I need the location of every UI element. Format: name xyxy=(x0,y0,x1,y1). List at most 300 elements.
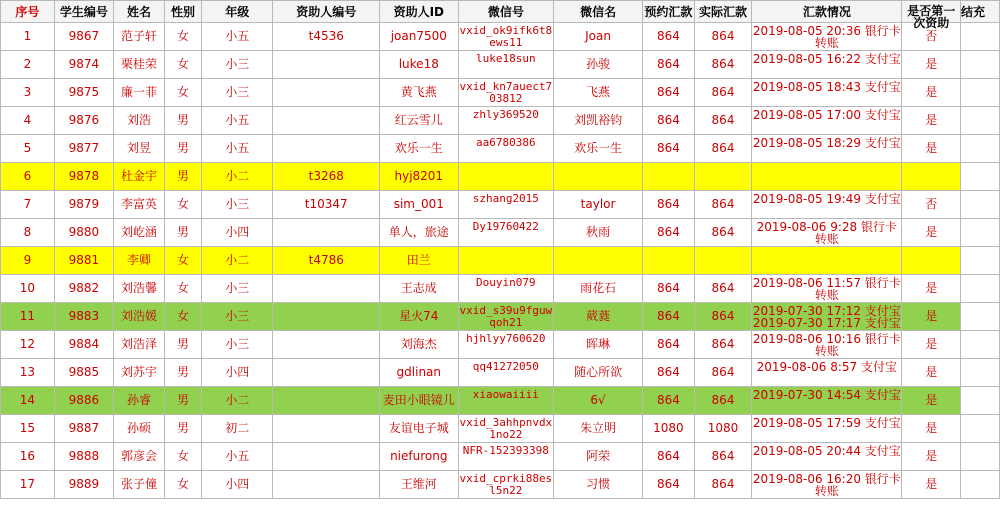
cell-remittance[interactable] xyxy=(752,107,902,135)
cell-no[interactable] xyxy=(1,191,55,219)
cell-extra[interactable] xyxy=(960,247,999,275)
cell-first-time[interactable] xyxy=(902,331,961,359)
cell-planned[interactable] xyxy=(643,471,695,499)
cell-wechat-name-text: 随心所欲 xyxy=(574,365,623,379)
cell-student-id[interactable] xyxy=(54,331,113,359)
cell-student-id[interactable] xyxy=(54,163,113,191)
cell-planned[interactable] xyxy=(643,51,695,79)
col-header-sponsor-no[interactable]: 资助人编号 xyxy=(273,1,380,23)
cell-sponsor-id-text: 王维河 xyxy=(400,477,437,491)
cell-extra[interactable] xyxy=(960,331,999,359)
cell-sex[interactable] xyxy=(164,79,201,107)
cell-sex[interactable] xyxy=(164,247,201,275)
cell-actual-text: 864 xyxy=(711,225,735,239)
cell-no[interactable] xyxy=(1,23,55,51)
cell-student-id-text: 9874 xyxy=(68,57,100,71)
cell-grade[interactable] xyxy=(202,163,273,191)
col-header-extra[interactable]: 结充 xyxy=(960,1,999,23)
col-header-wechat-name[interactable]: 微信名 xyxy=(554,1,643,23)
cell-first-time[interactable] xyxy=(902,219,961,247)
cell-first-time[interactable] xyxy=(902,191,961,219)
cell-sex[interactable] xyxy=(164,387,201,415)
cell-actual[interactable] xyxy=(694,79,751,107)
cell-sponsor-id[interactable] xyxy=(380,359,459,387)
col-header-sex[interactable]: 性别 xyxy=(164,1,201,23)
cell-planned[interactable] xyxy=(643,247,695,275)
cell-wechat[interactable] xyxy=(458,387,554,415)
cell-sponsor-id[interactable] xyxy=(380,471,459,499)
cell-first-time[interactable] xyxy=(902,359,961,387)
cell-student-id-text: 9883 xyxy=(68,309,100,323)
cell-name[interactable] xyxy=(114,163,165,191)
cell-no[interactable] xyxy=(1,79,55,107)
col-header-actual[interactable]: 实际汇款 xyxy=(694,1,751,23)
cell-name[interactable] xyxy=(114,219,165,247)
cell-first-time[interactable] xyxy=(902,415,961,443)
cell-sponsor-id[interactable] xyxy=(380,51,459,79)
cell-first-time-text xyxy=(902,248,960,273)
cell-first-time[interactable] xyxy=(902,387,961,415)
cell-grade[interactable] xyxy=(202,135,273,163)
table-row xyxy=(1,359,1000,387)
cell-name[interactable] xyxy=(114,247,165,275)
cell-wechat[interactable] xyxy=(458,191,554,219)
cell-actual[interactable] xyxy=(694,303,751,331)
cell-sex[interactable] xyxy=(164,191,201,219)
cell-wechat-name[interactable] xyxy=(554,471,643,499)
cell-name[interactable] xyxy=(114,303,165,331)
cell-first-time[interactable] xyxy=(902,23,961,51)
cell-sponsor-id-text: 友谊电子城 xyxy=(388,421,449,435)
cell-no-text: 8 xyxy=(23,225,32,239)
cell-name[interactable] xyxy=(114,359,165,387)
cell-grade[interactable] xyxy=(202,415,273,443)
cell-sponsor-no[interactable] xyxy=(273,275,380,303)
cell-actual[interactable] xyxy=(694,275,751,303)
cell-sponsor-no[interactable] xyxy=(273,471,380,499)
cell-extra[interactable] xyxy=(960,79,999,107)
cell-sponsor-no[interactable] xyxy=(273,51,380,79)
cell-grade[interactable] xyxy=(202,275,273,303)
cell-sex[interactable] xyxy=(164,163,201,191)
cell-no[interactable] xyxy=(1,107,55,135)
cell-actual[interactable] xyxy=(694,163,751,191)
cell-student-id[interactable] xyxy=(54,51,113,79)
cell-remittance[interactable] xyxy=(752,247,902,275)
cell-planned[interactable] xyxy=(643,331,695,359)
cell-wechat-name-text: 孙骏 xyxy=(586,57,611,71)
cell-first-time[interactable] xyxy=(902,79,961,107)
cell-remittance[interactable] xyxy=(752,135,902,163)
cell-actual-text: 1080 xyxy=(707,421,739,435)
cell-grade-text: 小四 xyxy=(225,225,250,239)
cell-first-time-text: 是 xyxy=(925,141,938,155)
cell-sponsor-id[interactable] xyxy=(380,163,459,191)
cell-remittance-text: 2019-08-05 17:00 支付宝 xyxy=(752,107,901,122)
col-header-sponsor-id[interactable]: 资助人ID xyxy=(380,1,459,23)
cell-wechat-name[interactable] xyxy=(554,359,643,387)
cell-extra[interactable] xyxy=(960,387,999,415)
cell-remittance[interactable] xyxy=(752,219,902,247)
cell-actual-text: 864 xyxy=(711,309,735,323)
cell-student-id[interactable] xyxy=(54,219,113,247)
col-header-remittance[interactable]: 汇款情况 xyxy=(752,1,902,23)
cell-wechat-name[interactable] xyxy=(554,303,643,331)
cell-wechat-name[interactable] xyxy=(554,415,643,443)
cell-student-id[interactable] xyxy=(54,191,113,219)
cell-student-id-text: 9884 xyxy=(68,337,100,351)
cell-grade[interactable] xyxy=(202,359,273,387)
cell-remittance[interactable] xyxy=(752,275,902,303)
cell-student-id[interactable] xyxy=(54,359,113,387)
cell-sex-text: 女 xyxy=(176,253,189,267)
cell-planned[interactable] xyxy=(643,135,695,163)
cell-sponsor-id[interactable] xyxy=(380,303,459,331)
cell-first-time[interactable] xyxy=(902,303,961,331)
cell-wechat-name-text: 欢乐一生 xyxy=(574,141,623,155)
cell-planned[interactable] xyxy=(643,275,695,303)
cell-wechat-name-text: 晖琳 xyxy=(586,337,611,351)
cell-wechat[interactable] xyxy=(458,471,554,499)
cell-extra[interactable] xyxy=(960,415,999,443)
cell-sex-text: 女 xyxy=(176,309,189,323)
cell-remittance[interactable] xyxy=(752,387,902,415)
cell-extra[interactable] xyxy=(960,135,999,163)
cell-wechat-name[interactable] xyxy=(554,163,643,191)
cell-extra[interactable] xyxy=(960,23,999,51)
cell-sponsor-id[interactable] xyxy=(380,387,459,415)
cell-wechat[interactable] xyxy=(458,219,554,247)
cell-sex[interactable] xyxy=(164,23,201,51)
cell-sponsor-id[interactable] xyxy=(380,275,459,303)
cell-extra[interactable] xyxy=(960,303,999,331)
cell-planned-text xyxy=(643,248,694,273)
cell-planned[interactable] xyxy=(643,79,695,107)
cell-sex[interactable] xyxy=(164,135,201,163)
cell-no[interactable] xyxy=(1,443,55,471)
cell-student-id-text: 9888 xyxy=(68,449,100,463)
cell-extra[interactable] xyxy=(960,219,999,247)
cell-wechat[interactable] xyxy=(458,51,554,79)
cell-actual[interactable] xyxy=(694,471,751,499)
cell-grade[interactable] xyxy=(202,331,273,359)
cell-wechat-name[interactable] xyxy=(554,135,643,163)
cell-no[interactable] xyxy=(1,135,55,163)
cell-wechat[interactable] xyxy=(458,135,554,163)
cell-wechat-name[interactable] xyxy=(554,387,643,415)
cell-wechat[interactable] xyxy=(458,107,554,135)
cell-student-id[interactable] xyxy=(54,443,113,471)
cell-sponsor-id[interactable] xyxy=(380,23,459,51)
cell-grade[interactable] xyxy=(202,23,273,51)
cell-wechat-name[interactable] xyxy=(554,331,643,359)
cell-name-text: 范子轩 xyxy=(120,29,157,43)
cell-no[interactable] xyxy=(1,471,55,499)
cell-student-id-text: 9885 xyxy=(68,365,100,379)
cell-sex[interactable] xyxy=(164,275,201,303)
cell-wechat[interactable] xyxy=(458,163,554,191)
cell-sponsor-no[interactable] xyxy=(273,359,380,387)
cell-remittance[interactable] xyxy=(752,51,902,79)
cell-grade[interactable] xyxy=(202,443,273,471)
cell-first-time[interactable] xyxy=(902,51,961,79)
cell-name-text: 廉一菲 xyxy=(120,85,157,99)
cell-sex[interactable] xyxy=(164,359,201,387)
cell-student-id[interactable] xyxy=(54,107,113,135)
cell-student-id[interactable] xyxy=(54,303,113,331)
cell-wechat[interactable] xyxy=(458,359,554,387)
cell-sponsor-no[interactable] xyxy=(273,331,380,359)
cell-wechat[interactable] xyxy=(458,303,554,331)
cell-student-id[interactable] xyxy=(54,135,113,163)
cell-wechat-name[interactable] xyxy=(554,191,643,219)
cell-first-time-text: 是 xyxy=(925,477,938,491)
cell-sponsor-id-text: 黄飞燕 xyxy=(400,85,437,99)
cell-no-text: 11 xyxy=(19,309,36,323)
cell-student-id[interactable] xyxy=(54,247,113,275)
cell-wechat[interactable] xyxy=(458,79,554,107)
cell-student-id[interactable] xyxy=(54,23,113,51)
cell-sponsor-id[interactable] xyxy=(380,219,459,247)
cell-name[interactable] xyxy=(114,107,165,135)
cell-actual[interactable] xyxy=(694,415,751,443)
cell-no-text: 16 xyxy=(19,449,36,463)
cell-grade[interactable] xyxy=(202,247,273,275)
cell-wechat-name[interactable] xyxy=(554,107,643,135)
cell-no-text: 15 xyxy=(19,421,36,435)
cell-sponsor-no-text xyxy=(273,304,379,329)
cell-student-id[interactable] xyxy=(54,275,113,303)
cell-remittance[interactable] xyxy=(752,23,902,51)
cell-planned[interactable] xyxy=(643,191,695,219)
cell-remittance-text: 2019-08-05 18:43 支付宝 xyxy=(752,79,901,94)
cell-wechat-name[interactable] xyxy=(554,247,643,275)
cell-grade[interactable] xyxy=(202,191,273,219)
col-header-first-time[interactable]: 是否第一次资助 xyxy=(902,1,961,23)
cell-sponsor-id[interactable] xyxy=(380,135,459,163)
cell-wechat-name[interactable] xyxy=(554,275,643,303)
cell-name[interactable] xyxy=(114,191,165,219)
cell-wechat-name[interactable] xyxy=(554,79,643,107)
cell-name-text: 刘浩馨 xyxy=(120,281,157,295)
cell-wechat-name[interactable] xyxy=(554,51,643,79)
cell-sponsor-no[interactable] xyxy=(273,107,380,135)
cell-extra[interactable] xyxy=(960,275,999,303)
cell-sponsor-id[interactable] xyxy=(380,247,459,275)
cell-first-time[interactable] xyxy=(902,275,961,303)
cell-actual[interactable] xyxy=(694,135,751,163)
cell-no[interactable] xyxy=(1,275,55,303)
cell-planned[interactable] xyxy=(643,23,695,51)
cell-remittance[interactable] xyxy=(752,443,902,471)
cell-name[interactable] xyxy=(114,135,165,163)
cell-no[interactable] xyxy=(1,163,55,191)
cell-wechat[interactable] xyxy=(458,247,554,275)
cell-remittance[interactable] xyxy=(752,79,902,107)
cell-sex[interactable] xyxy=(164,443,201,471)
cell-extra[interactable] xyxy=(960,359,999,387)
cell-planned[interactable] xyxy=(643,415,695,443)
cell-wechat-name-text: 秋雨 xyxy=(586,225,611,239)
cell-planned[interactable] xyxy=(643,219,695,247)
cell-sponsor-id-text: 红云雪儿 xyxy=(394,113,443,127)
cell-sponsor-id[interactable] xyxy=(380,191,459,219)
cell-first-time[interactable] xyxy=(902,247,961,275)
cell-no[interactable] xyxy=(1,359,55,387)
cell-sex[interactable] xyxy=(164,415,201,443)
cell-sponsor-id[interactable] xyxy=(380,107,459,135)
cell-grade-text: 小二 xyxy=(225,393,250,407)
cell-wechat[interactable] xyxy=(458,415,554,443)
cell-no[interactable] xyxy=(1,219,55,247)
cell-remittance[interactable] xyxy=(752,303,902,331)
cell-grade[interactable] xyxy=(202,471,273,499)
cell-sex[interactable] xyxy=(164,331,201,359)
cell-wechat-text: vxid_kn7auect703812 xyxy=(459,79,553,105)
cell-sex[interactable] xyxy=(164,219,201,247)
col-header-name[interactable]: 姓名 xyxy=(114,1,165,23)
cell-extra[interactable] xyxy=(960,163,999,191)
cell-grade[interactable] xyxy=(202,387,273,415)
cell-actual[interactable] xyxy=(694,387,751,415)
cell-sponsor-id[interactable] xyxy=(380,79,459,107)
cell-sex[interactable] xyxy=(164,471,201,499)
cell-first-time[interactable] xyxy=(902,471,961,499)
cell-name[interactable] xyxy=(114,79,165,107)
cell-student-id[interactable] xyxy=(54,415,113,443)
cell-wechat-name[interactable] xyxy=(554,23,643,51)
col-header-planned[interactable]: 预约汇款 xyxy=(643,1,695,23)
table-row xyxy=(1,51,1000,79)
cell-actual[interactable] xyxy=(694,331,751,359)
cell-no[interactable] xyxy=(1,51,55,79)
cell-planned[interactable] xyxy=(643,163,695,191)
cell-extra[interactable] xyxy=(960,51,999,79)
cell-name[interactable] xyxy=(114,415,165,443)
cell-grade-text: 小三 xyxy=(225,197,250,211)
cell-first-time[interactable] xyxy=(902,163,961,191)
cell-wechat-name-text: 朱立明 xyxy=(580,421,617,435)
cell-no[interactable] xyxy=(1,331,55,359)
cell-name[interactable] xyxy=(114,51,165,79)
cell-no-text: 17 xyxy=(19,477,36,491)
cell-student-id[interactable] xyxy=(54,387,113,415)
cell-wechat-name-text: 阿荣 xyxy=(586,449,611,463)
cell-wechat-name[interactable] xyxy=(554,443,643,471)
cell-name[interactable] xyxy=(114,471,165,499)
cell-grade[interactable] xyxy=(202,107,273,135)
cell-sponsor-no[interactable] xyxy=(273,387,380,415)
cell-sponsor-no[interactable] xyxy=(273,163,380,191)
cell-sex[interactable] xyxy=(164,51,201,79)
cell-grade-text: 小三 xyxy=(225,281,250,295)
cell-remittance[interactable] xyxy=(752,415,902,443)
cell-student-id[interactable] xyxy=(54,79,113,107)
cell-wechat[interactable] xyxy=(458,23,554,51)
cell-actual[interactable] xyxy=(694,191,751,219)
cell-actual[interactable] xyxy=(694,219,751,247)
cell-wechat-text: qq41272050 xyxy=(472,359,539,373)
cell-remittance[interactable] xyxy=(752,163,902,191)
cell-sponsor-no[interactable] xyxy=(273,247,380,275)
cell-wechat-name[interactable] xyxy=(554,219,643,247)
cell-wechat[interactable] xyxy=(458,443,554,471)
cell-extra[interactable] xyxy=(960,191,999,219)
cell-actual[interactable] xyxy=(694,51,751,79)
cell-first-time[interactable] xyxy=(902,135,961,163)
cell-name[interactable] xyxy=(114,275,165,303)
col-header-student-id[interactable]: 学生编号 xyxy=(54,1,113,23)
cell-sponsor-no[interactable] xyxy=(273,219,380,247)
cell-grade[interactable] xyxy=(202,219,273,247)
cell-extra[interactable] xyxy=(960,107,999,135)
cell-sponsor-id[interactable] xyxy=(380,331,459,359)
cell-sex[interactable] xyxy=(164,107,201,135)
cell-wechat[interactable] xyxy=(458,275,554,303)
cell-remittance[interactable] xyxy=(752,359,902,387)
col-header-grade[interactable]: 年级 xyxy=(202,1,273,23)
cell-sponsor-id[interactable] xyxy=(380,443,459,471)
cell-sponsor-no[interactable] xyxy=(273,191,380,219)
cell-planned[interactable] xyxy=(643,359,695,387)
cell-sponsor-no[interactable] xyxy=(273,23,380,51)
cell-sponsor-no[interactable] xyxy=(273,135,380,163)
cell-sponsor-no[interactable] xyxy=(273,79,380,107)
cell-planned[interactable] xyxy=(643,107,695,135)
cell-planned[interactable] xyxy=(643,443,695,471)
cell-actual[interactable] xyxy=(694,359,751,387)
cell-planned[interactable] xyxy=(643,303,695,331)
cell-remittance[interactable] xyxy=(752,471,902,499)
cell-name[interactable] xyxy=(114,387,165,415)
cell-first-time[interactable] xyxy=(902,107,961,135)
cell-sponsor-no[interactable] xyxy=(273,303,380,331)
cell-no[interactable] xyxy=(1,415,55,443)
col-header-no[interactable]: 序号 xyxy=(1,1,55,23)
cell-remittance[interactable] xyxy=(752,331,902,359)
cell-actual[interactable] xyxy=(694,107,751,135)
cell-student-id[interactable] xyxy=(54,471,113,499)
cell-actual[interactable] xyxy=(694,443,751,471)
cell-name[interactable] xyxy=(114,23,165,51)
cell-wechat-text: hjhlyy760620 xyxy=(466,331,546,345)
cell-no[interactable] xyxy=(1,303,55,331)
col-header-wechat[interactable]: 微信号 xyxy=(458,1,554,23)
cell-sponsor-no[interactable] xyxy=(273,415,380,443)
cell-planned[interactable] xyxy=(643,387,695,415)
cell-no[interactable] xyxy=(1,387,55,415)
cell-grade[interactable] xyxy=(202,303,273,331)
cell-sex[interactable] xyxy=(164,303,201,331)
cell-extra[interactable] xyxy=(960,471,999,499)
cell-sponsor-no[interactable] xyxy=(273,443,380,471)
cell-extra[interactable] xyxy=(960,443,999,471)
cell-first-time[interactable] xyxy=(902,443,961,471)
cell-no[interactable] xyxy=(1,247,55,275)
cell-actual[interactable] xyxy=(694,23,751,51)
cell-student-id-text: 9867 xyxy=(68,29,100,43)
cell-sponsor-id[interactable] xyxy=(380,415,459,443)
cell-name[interactable] xyxy=(114,443,165,471)
cell-grade[interactable] xyxy=(202,79,273,107)
cell-wechat[interactable] xyxy=(458,331,554,359)
cell-remittance[interactable] xyxy=(752,191,902,219)
cell-remittance-text: 2019-08-05 18:29 支付宝 xyxy=(752,135,901,150)
cell-wechat-name-text: Joan xyxy=(585,29,611,43)
cell-name[interactable] xyxy=(114,331,165,359)
cell-grade[interactable] xyxy=(202,51,273,79)
cell-actual[interactable] xyxy=(694,247,751,275)
